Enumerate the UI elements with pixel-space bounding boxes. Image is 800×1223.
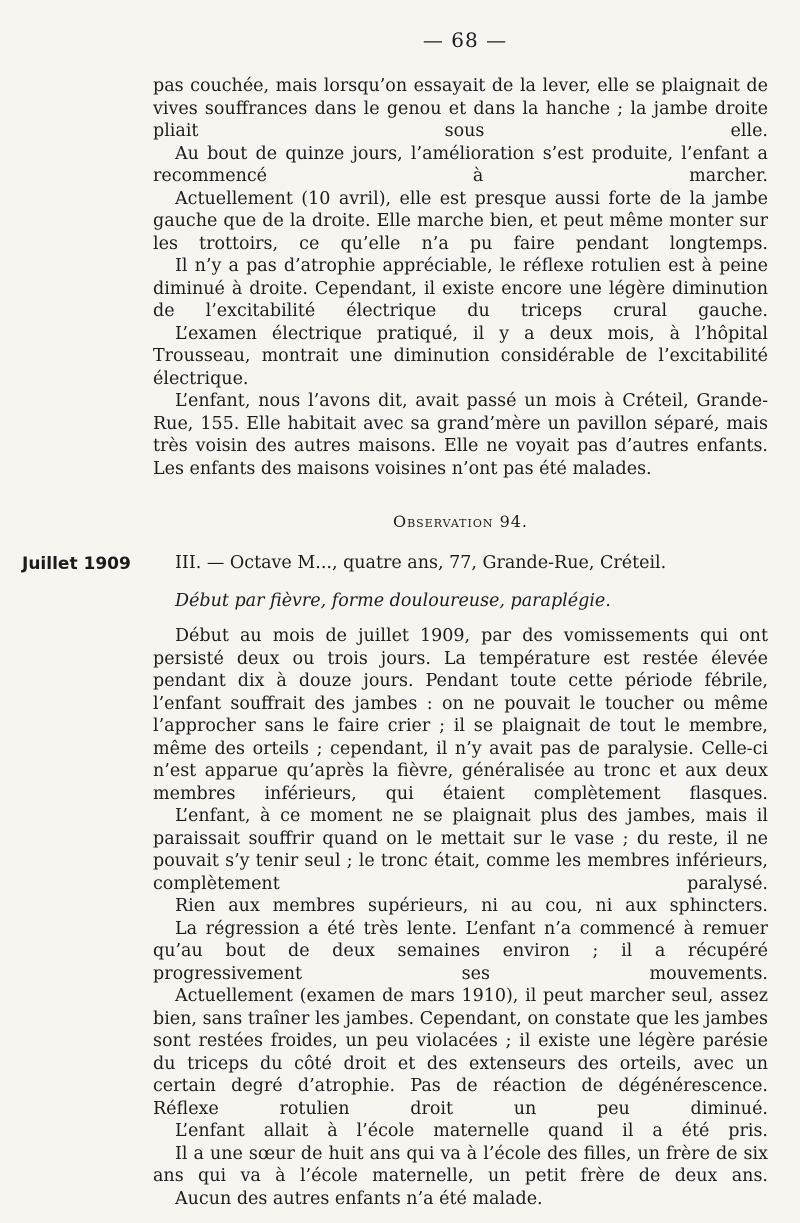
case-heading: III. — Octave M..., quatre ans, 77, Grande-Rue, Créteil. <box>175 553 667 573</box>
paragraph: Il n’y a pas d’atrophie appréciable, le réflexe rotulien est à peine diminué à droite. Cependant, il existe encore une légère diminution de l’excitabilité électrique du triceps crural gauche. <box>153 256 768 321</box>
observation-title: Observation 94. <box>392 512 529 531</box>
case-subtitle: Début par fièvre, forme douloureuse, paraplégie. <box>175 591 611 611</box>
margin-date: Juillet 1909 <box>22 554 131 574</box>
paragraph: Aucun des autres enfants n’a été malade. <box>175 1188 543 1209</box>
paragraph: Au bout de quinze jours, l’amélioration s’est produite, l’enfant a recommencé à marcher. <box>153 143 768 186</box>
text-block-top <box>153 75 768 480</box>
paragraph: L’enfant, à ce moment ne se plaignait plus des jambes, mais il paraissait souffrir quand on le mettait sur le vase ; du reste, il ne pouvait s’y tenir seul ; le tronc était, comme les membres inférieurs, complètement paralysé. <box>153 806 768 894</box>
paragraph: pas couchée, mais lorsqu’on essayait de la lever, elle se plaignait de vives souffrances dans le genou et dans la hanche ; la jambe droite pliait sous elle. <box>153 76 768 141</box>
text-block-bottom <box>153 625 768 1210</box>
page-number: — 68 — <box>422 28 508 52</box>
paragraph: Rien aux membres supérieurs, ni au cou, ni aux sphincters. <box>175 896 768 916</box>
paragraph: Il a une sœur de huit ans qui va à l’école des filles, un frère de six ans qui va à l’école maternelle, un petit frère de deux ans. <box>153 1143 768 1186</box>
paragraph: L’examen électrique pratiqué, il y a deux mois, à l’hôpital Trousseau, montrait une diminution considérable de l’excitabilité électrique. <box>153 323 768 389</box>
paragraph: Actuellement (examen de mars 1910), il peut marcher seul, assez bien, sans traîner les jambes. Cependant, on constate que les jambes sont restées froides, un peu violacées ; il existe une légère parésie du triceps du côté droit et des extenseurs des orteils, avec un certain degré d’atrophie. Pas de réaction de dégénérescence. Réflexe rotulien droit un peu diminué. <box>153 986 768 1119</box>
paragraph: La régression a été très lente. L’enfant n’a commencé à remuer qu’au bout de deux semaines environ ; il a récupéré progressivement ses mouvements. <box>153 918 768 984</box>
paragraph: L’enfant, nous l’avons dit, avait passé un mois à Créteil, Grande-Rue, 155. Elle habitait avec sa grand’mère un pavillon séparé, mais très voisin des autres maisons. Elle ne voyait pas d’autres enfants. Les enfants des maisons voisines n’ont pas été malades. <box>153 391 768 479</box>
paragraph: Actuellement (10 avril), elle est presque aussi forte de la jambe gauche que de la droite. Elle marche bien, et peut même monter sur les trottoirs, ce qu’elle n’a pu faire pendant longtemps. <box>153 188 768 254</box>
paragraph: L’enfant allait à l’école maternelle quand il a été pris. <box>175 1121 768 1141</box>
paragraph: Début au mois de juillet 1909, par des vomissements qui ont persisté deux ou trois jours. La température est restée élevée pendant dix à douze jours. Pendant toute cette période fébrile, l’enfant souffrait des jambes : on ne pouvait le toucher ou même l’approcher sans le faire crier ; il se plaignait de tout le membre, même des orteils ; cependant, il n’y avait pas de paralysie. Celle-ci n’est apparue qu’après la fièvre, généralisée au tronc et aux deux membres inférieurs, qui étaient complètement flasques. <box>153 626 768 804</box>
